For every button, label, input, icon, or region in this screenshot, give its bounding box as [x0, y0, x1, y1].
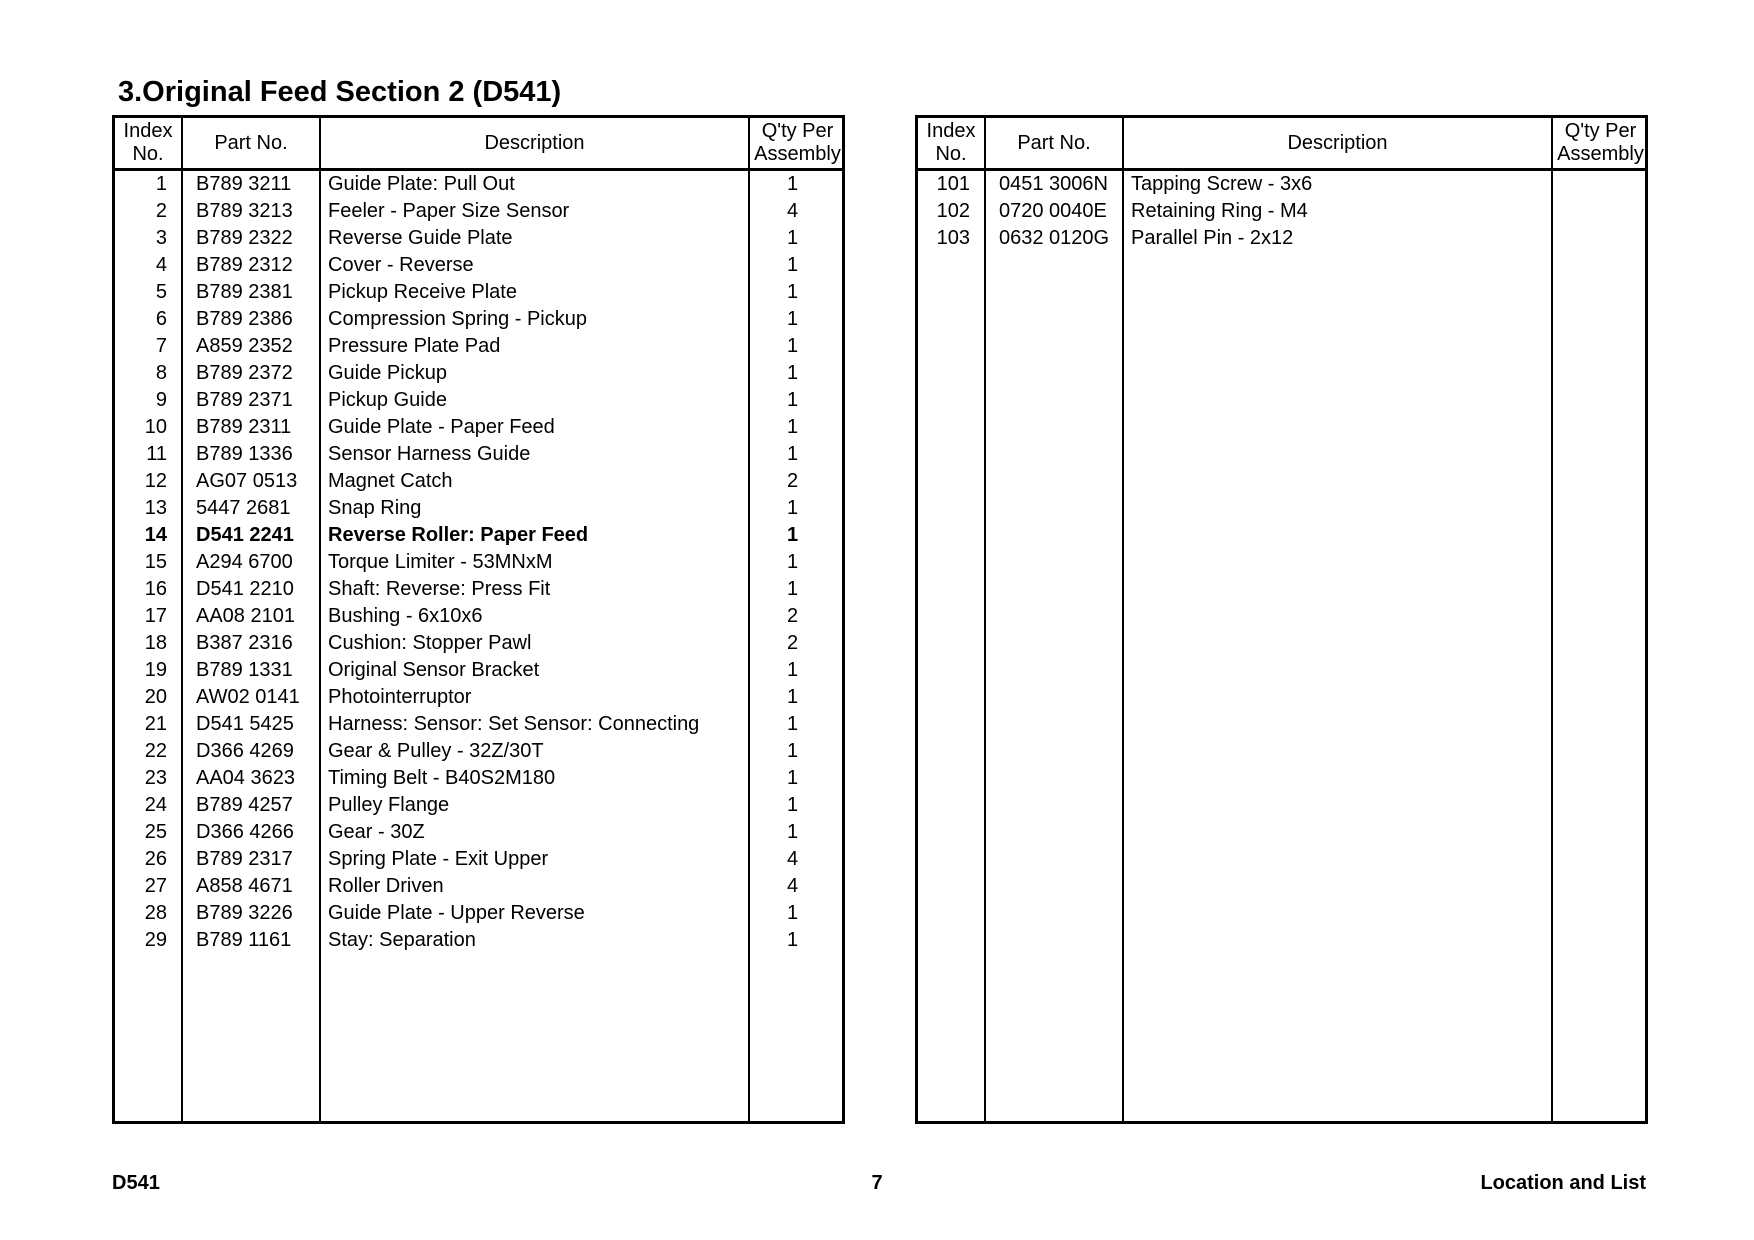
index-cell: 1: [155, 173, 167, 195]
part-no-cell: B789 3213: [182, 198, 320, 225]
index-cell: 12: [144, 470, 167, 492]
qty-cell: 1: [749, 711, 845, 738]
index-cell: 19: [144, 659, 167, 681]
qty-cell: 1: [749, 738, 845, 765]
qty-cell: 1: [749, 414, 845, 441]
part-no-cell: AG07 0513: [182, 468, 320, 495]
qty-cell: 1: [749, 684, 845, 711]
description-cell: Guide Plate - Upper Reverse: [320, 900, 749, 927]
qty-cell: 1: [749, 522, 845, 549]
qty-cell: [1552, 198, 1648, 225]
part-no-cell: 5447 2681: [182, 495, 320, 522]
qty-cell: [1552, 170, 1648, 199]
part-no-cell: 0632 0120G: [985, 225, 1123, 252]
parts-table-right: [915, 115, 1648, 1124]
index-cell: 29: [144, 929, 167, 951]
description-cell: Original Sensor Bracket: [320, 657, 749, 684]
table-row: [115, 657, 845, 684]
qty-cell: 1: [749, 549, 845, 576]
table-row: [115, 225, 845, 252]
empty-cell: [749, 954, 845, 1121]
table-row: [115, 792, 845, 819]
qty-cell: [1552, 225, 1648, 252]
index-cell: 20: [144, 686, 167, 708]
qty-cell: 1: [749, 333, 845, 360]
table-row: [115, 684, 845, 711]
qty-cell: 1: [749, 170, 845, 199]
part-no-cell: B789 4257: [182, 792, 320, 819]
qty-cell: 1: [749, 387, 845, 414]
empty-cell: [918, 252, 985, 1121]
index-cell: 8: [155, 362, 167, 384]
part-no-cell: D541 5425: [182, 711, 320, 738]
part-no-cell: A859 2352: [182, 333, 320, 360]
empty-cell: [1552, 252, 1648, 1121]
table-row: [115, 603, 845, 630]
index-cell: 18: [144, 632, 167, 654]
index-cell: 103: [936, 227, 970, 249]
part-no-cell: D541 2241: [182, 522, 320, 549]
header-qty: Q'ty Per Assembly: [749, 118, 845, 170]
index-cell: 5: [155, 281, 167, 303]
table-row: [115, 387, 845, 414]
part-no-cell: AW02 0141: [182, 684, 320, 711]
description-cell: Roller Driven: [320, 873, 749, 900]
parts-rows-right: [918, 170, 1648, 1122]
table-row: [115, 711, 845, 738]
parts-table-left: [112, 115, 845, 1124]
table-row: [115, 873, 845, 900]
part-no-cell: B789 1161: [182, 927, 320, 954]
description-cell: Gear & Pulley - 32Z/30T: [320, 738, 749, 765]
header-index: Index No.: [918, 118, 985, 170]
description-cell: Magnet Catch: [320, 468, 749, 495]
description-cell: Pulley Flange: [320, 792, 749, 819]
qty-cell: 1: [749, 495, 845, 522]
table-row: [115, 738, 845, 765]
index-cell: 26: [144, 848, 167, 870]
index-cell: 11: [146, 443, 167, 465]
index-cell: 101: [936, 173, 970, 195]
qty-cell: 1: [749, 576, 845, 603]
part-no-cell: B789 3211: [182, 170, 320, 199]
qty-cell: 1: [749, 306, 845, 333]
description-cell: Feeler - Paper Size Sensor: [320, 198, 749, 225]
description-cell: Guide Plate - Paper Feed: [320, 414, 749, 441]
qty-cell: 2: [749, 468, 845, 495]
index-cell: 16: [144, 578, 167, 600]
part-no-cell: B789 1336: [182, 441, 320, 468]
description-cell: Pickup Receive Plate: [320, 279, 749, 306]
table-row: [115, 279, 845, 306]
index-cell: 24: [144, 794, 167, 816]
index-cell: 6: [155, 308, 167, 330]
header-part-no: Part No.: [985, 118, 1123, 170]
description-cell: Cover - Reverse: [320, 252, 749, 279]
qty-cell: 4: [749, 198, 845, 225]
description-cell: Cushion: Stopper Pawl: [320, 630, 749, 657]
part-no-cell: B789 1331: [182, 657, 320, 684]
index-cell: 14: [144, 524, 167, 546]
part-no-cell: 0720 0040E: [985, 198, 1123, 225]
index-cell: 3: [155, 227, 167, 249]
description-cell: Pressure Plate Pad: [320, 333, 749, 360]
qty-cell: 4: [749, 873, 845, 900]
table-row: [115, 414, 845, 441]
description-cell: Harness: Sensor: Set Sensor: Connecting: [320, 711, 749, 738]
table-row: [115, 441, 845, 468]
description-cell: Spring Plate - Exit Upper: [320, 846, 749, 873]
index-cell: 2: [155, 200, 167, 222]
qty-cell: 2: [749, 603, 845, 630]
footer-model: D541: [112, 1172, 160, 1194]
table-row: [115, 846, 845, 873]
table-row: [918, 225, 1648, 252]
qty-cell: 1: [749, 225, 845, 252]
qty-cell: 1: [749, 819, 845, 846]
header-qty: Q'ty Per Assembly: [1552, 118, 1648, 170]
index-cell: 28: [144, 902, 167, 924]
description-cell: Shaft: Reverse: Press Fit: [320, 576, 749, 603]
index-cell: 21: [144, 713, 167, 735]
description-cell: Pickup Guide: [320, 387, 749, 414]
index-cell: 27: [144, 875, 167, 897]
table-header-row: [115, 118, 845, 170]
index-cell: 22: [144, 740, 167, 762]
table-row: [115, 630, 845, 657]
index-cell: 10: [144, 416, 167, 438]
description-cell: Torque Limiter - 53MNxM: [320, 549, 749, 576]
description-cell: Parallel Pin - 2x12: [1123, 225, 1552, 252]
description-cell: Bushing - 6x10x6: [320, 603, 749, 630]
table-row: [115, 927, 845, 954]
table-row: [115, 170, 845, 199]
table-row: [115, 252, 845, 279]
part-no-cell: B789 2386: [182, 306, 320, 333]
index-cell: 25: [144, 821, 167, 843]
qty-cell: 1: [749, 792, 845, 819]
qty-cell: 1: [749, 360, 845, 387]
table-row: [115, 549, 845, 576]
footer-section: Location and List: [1480, 1172, 1646, 1194]
empty-cell: [115, 954, 182, 1121]
empty-cell: [1123, 252, 1552, 1121]
qty-cell: 1: [749, 927, 845, 954]
table-row: [115, 333, 845, 360]
index-cell: 23: [144, 767, 167, 789]
qty-cell: 1: [749, 252, 845, 279]
table-row: [115, 306, 845, 333]
header-description: Description: [1123, 118, 1552, 170]
table-row: [918, 170, 1648, 199]
description-cell: Reverse Roller: Paper Feed: [320, 522, 749, 549]
description-cell: Retaining Ring - M4: [1123, 198, 1552, 225]
description-cell: Photointerruptor: [320, 684, 749, 711]
part-no-cell: AA08 2101: [182, 603, 320, 630]
part-no-cell: D366 4266: [182, 819, 320, 846]
part-no-cell: D366 4269: [182, 738, 320, 765]
table-row: [115, 576, 845, 603]
empty-cell: [320, 954, 749, 1121]
qty-cell: 2: [749, 630, 845, 657]
index-cell: 4: [155, 254, 167, 276]
part-no-cell: 0451 3006N: [985, 170, 1123, 199]
description-cell: Reverse Guide Plate: [320, 225, 749, 252]
part-no-cell: B789 2372: [182, 360, 320, 387]
index-cell: 7: [155, 335, 167, 357]
qty-cell: 4: [749, 846, 845, 873]
part-no-cell: A294 6700: [182, 549, 320, 576]
table-row: [115, 468, 845, 495]
part-no-cell: A858 4671: [182, 873, 320, 900]
description-cell: Stay: Separation: [320, 927, 749, 954]
qty-cell: 1: [749, 900, 845, 927]
part-no-cell: B789 2322: [182, 225, 320, 252]
description-cell: Gear - 30Z: [320, 819, 749, 846]
table-filler-row: [115, 954, 845, 1121]
table-row: [115, 360, 845, 387]
qty-cell: 1: [749, 765, 845, 792]
table-row: [115, 765, 845, 792]
header-index: Index No.: [115, 118, 182, 170]
empty-cell: [985, 252, 1123, 1121]
part-no-cell: B789 2381: [182, 279, 320, 306]
index-cell: 9: [155, 389, 167, 411]
part-no-cell: D541 2210: [182, 576, 320, 603]
part-no-cell: B789 2371: [182, 387, 320, 414]
index-cell: 102: [936, 200, 970, 222]
table-header-row: [918, 118, 1648, 170]
table-filler-row: [918, 252, 1648, 1121]
qty-cell: 1: [749, 657, 845, 684]
qty-cell: 1: [749, 279, 845, 306]
part-no-cell: AA04 3623: [182, 765, 320, 792]
empty-cell: [182, 954, 320, 1121]
description-cell: Snap Ring: [320, 495, 749, 522]
table-row: [115, 522, 845, 549]
header-description: Description: [320, 118, 749, 170]
description-cell: Tapping Screw - 3x6: [1123, 170, 1552, 199]
header-part-no: Part No.: [182, 118, 320, 170]
part-no-cell: B789 2317: [182, 846, 320, 873]
part-no-cell: B789 3226: [182, 900, 320, 927]
table-row: [115, 198, 845, 225]
description-cell: Guide Plate: Pull Out: [320, 170, 749, 199]
table-row: [115, 900, 845, 927]
parts-rows-left: [115, 170, 845, 1122]
table-row: [115, 495, 845, 522]
index-cell: 13: [144, 497, 167, 519]
page-title: 3.Original Feed Section 2 (D541): [118, 76, 562, 108]
part-no-cell: B789 2311: [182, 414, 320, 441]
description-cell: Timing Belt - B40S2M180: [320, 765, 749, 792]
part-no-cell: B387 2316: [182, 630, 320, 657]
description-cell: Guide Pickup: [320, 360, 749, 387]
index-cell: 15: [144, 551, 167, 573]
part-no-cell: B789 2312: [182, 252, 320, 279]
table-row: [115, 819, 845, 846]
description-cell: Compression Spring - Pickup: [320, 306, 749, 333]
footer-page-number: 7: [871, 1172, 883, 1194]
description-cell: Sensor Harness Guide: [320, 441, 749, 468]
table-row: [918, 198, 1648, 225]
qty-cell: 1: [749, 441, 845, 468]
index-cell: 17: [144, 605, 167, 627]
